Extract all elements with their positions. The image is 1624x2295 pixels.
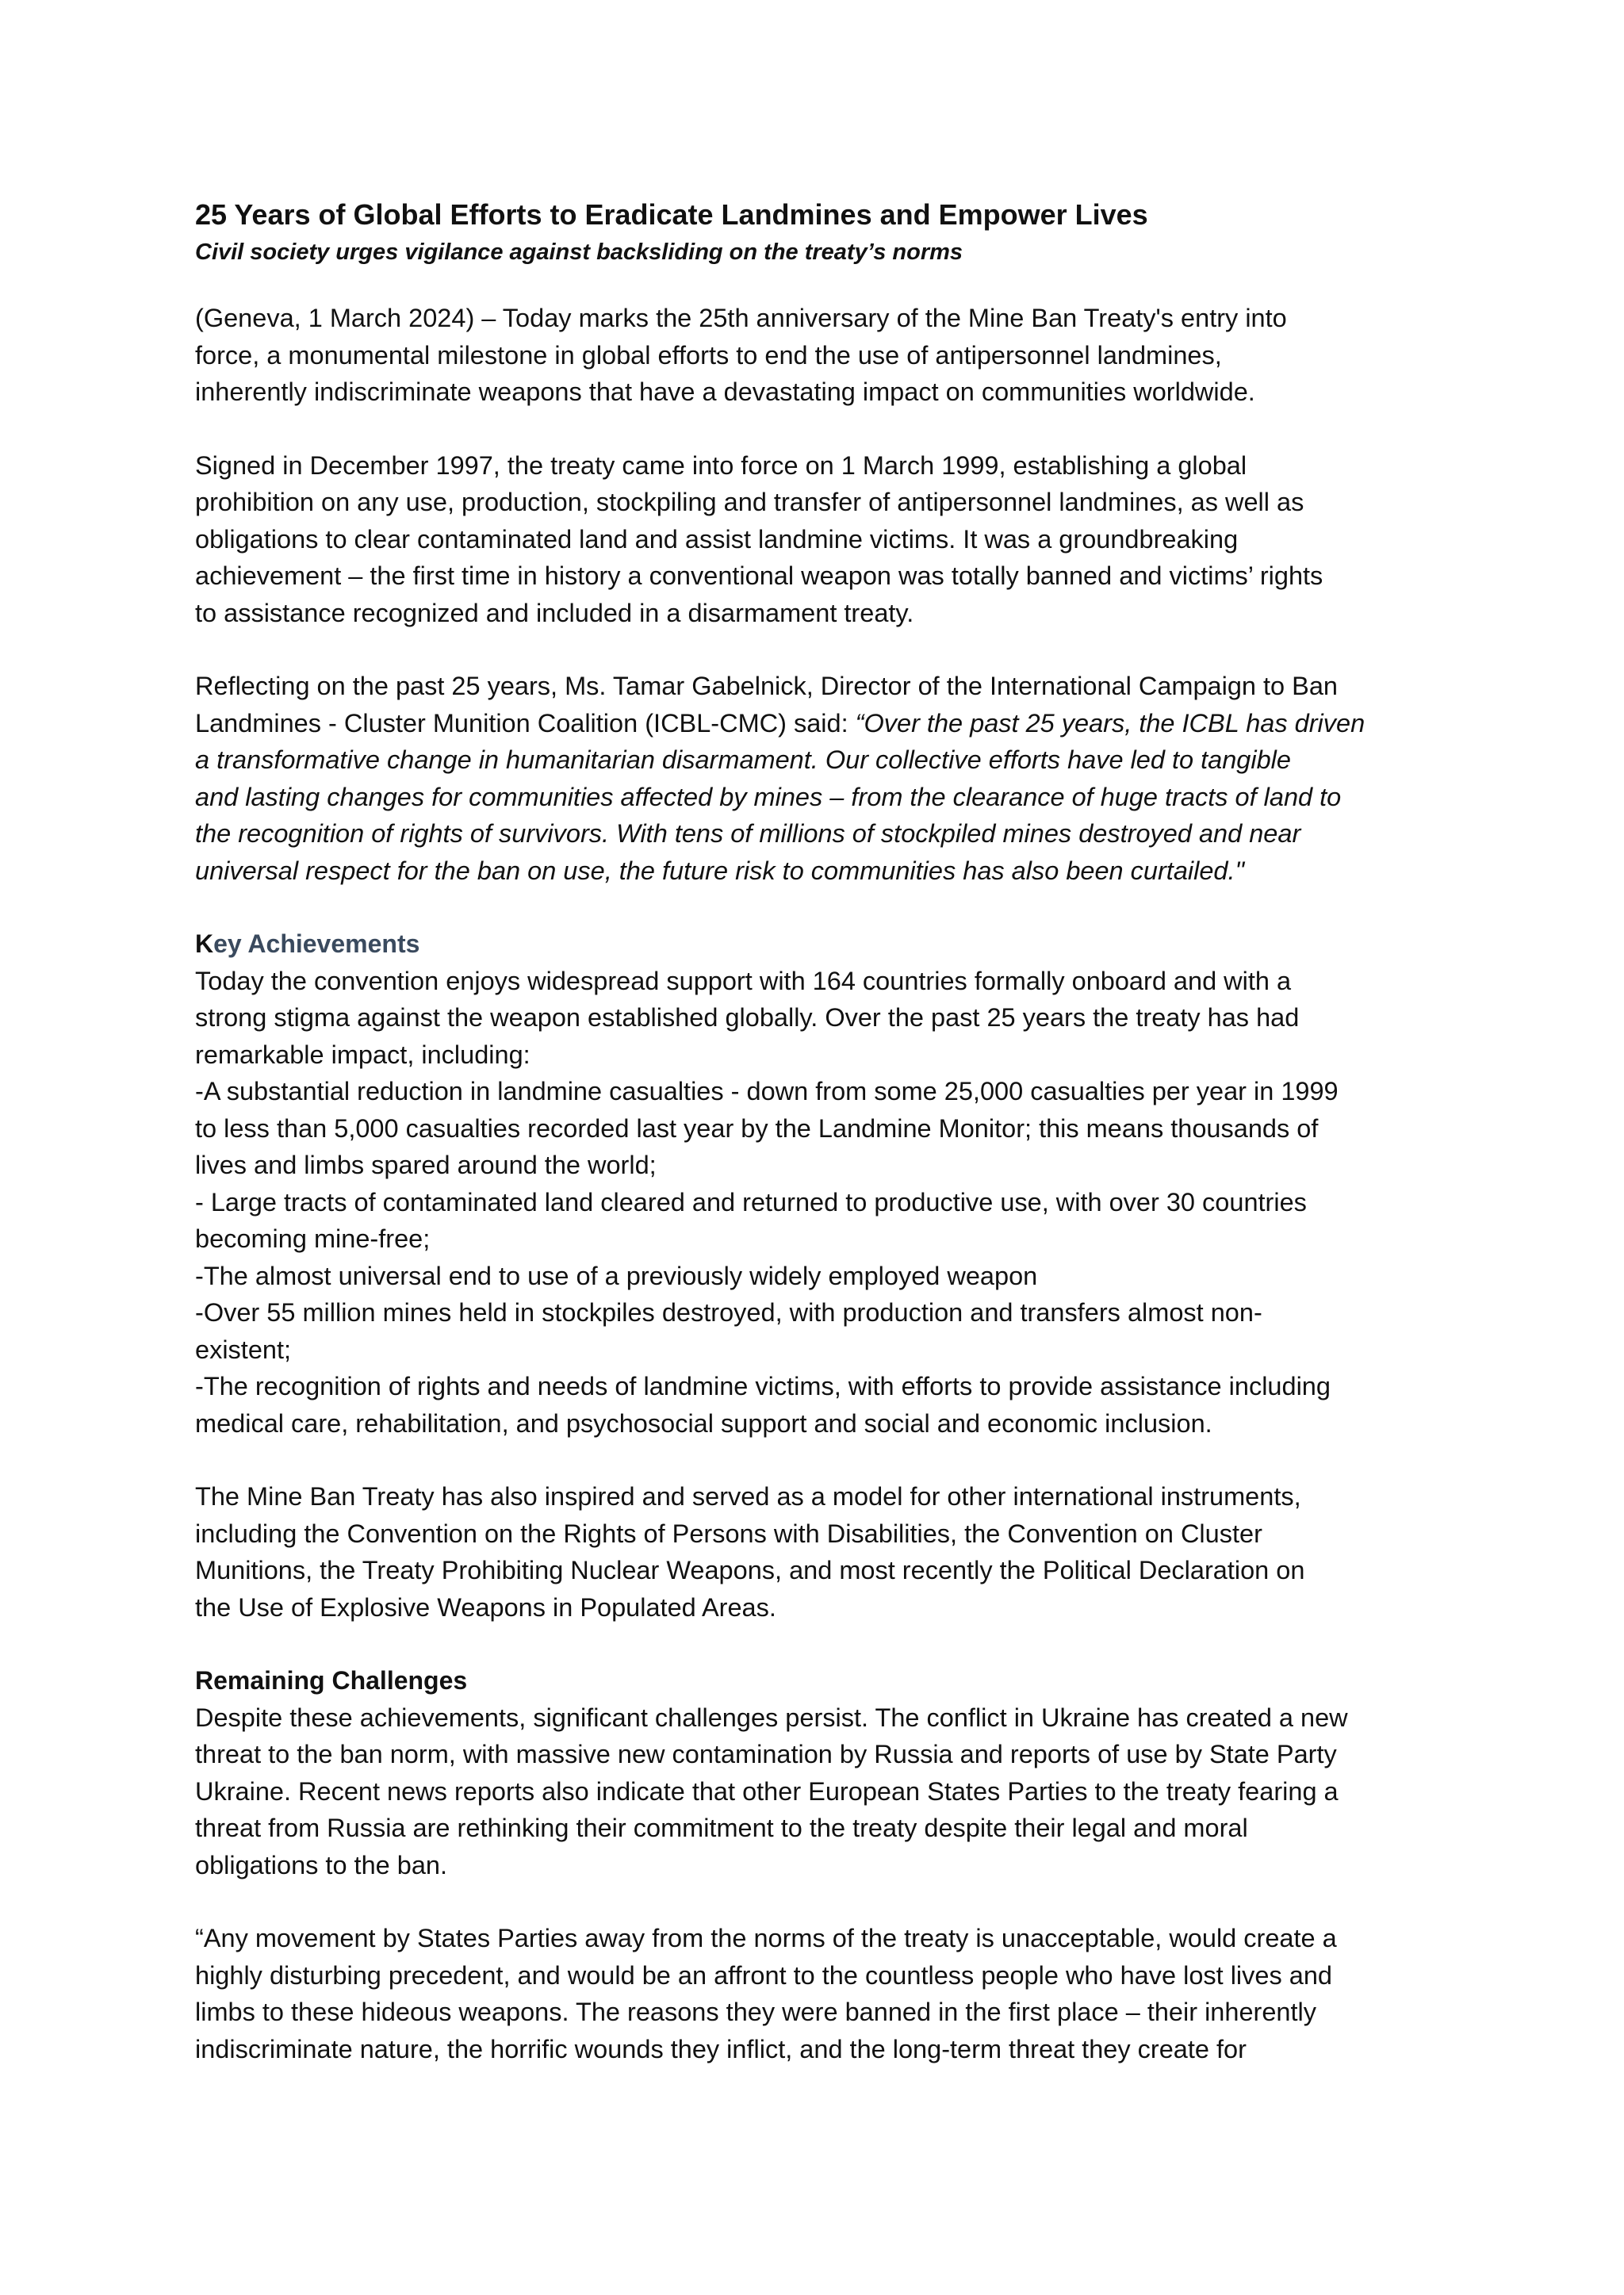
text-line: to assistance recognized and included in a disarmament treaty. [195, 598, 914, 627]
key-achievements-heading [195, 925, 1450, 963]
list-item: -Over 55 million mines held in stockpiles destroyed, with production and transfers almost non- [195, 1298, 1262, 1327]
text-line: Today the convention enjoys widespread support with 164 countries formally onboard and with a [195, 966, 1292, 995]
text-line: Reflecting on the past 25 years, Ms. Tamar Gabelnick, Director of the International Campaign to Ban [195, 672, 1338, 700]
intro-paragraph [195, 300, 1450, 411]
text-line: including the Convention on the Rights of Persons with Disabilities, the Convention on Cluster [195, 1519, 1262, 1548]
quote-line: and lasting changes for communities affected by mines – from the clearance of huge tracts of land to [195, 782, 1342, 811]
heading-initial: K [195, 929, 214, 958]
text-line: obligations to the ban. [195, 1850, 448, 1879]
press-release-page [195, 195, 1450, 2104]
reflection-paragraph [195, 668, 1450, 889]
text-line: prohibition on any use, production, stockpiling and transfer of antipersonnel landmines, as well as [195, 488, 1304, 516]
quote-line: the recognition of rights of survivors. With tens of millions of stockpiled mines destroyed and near [195, 819, 1301, 848]
text-line: limbs to these hideous weapons. The reasons they were banned in the first place – their inherently [195, 1998, 1316, 2026]
list-item: - Large tracts of contaminated land cleared and returned to productive use, with over 30 countries [195, 1187, 1307, 1216]
key-achievements-body [195, 963, 1450, 1443]
list-item: -The recognition of rights and needs of landmine victims, with efforts to provide assistance including [195, 1372, 1331, 1400]
history-paragraph [195, 447, 1450, 632]
text-line: (Geneva, 1 March 2024) – Today marks the 25th anniversary of the Mine Ban Treaty's entry into [195, 304, 1287, 332]
heading-remainder: ey Achievements [213, 929, 420, 958]
quote-text: “Over the past 25 years, the ICBL has driven [855, 708, 1365, 738]
text-line: inherently indiscriminate weapons that have a devastating impact on communities worldwide. [195, 377, 1255, 406]
list-item: -The almost universal end to use of a previously widely employed weapon [195, 1261, 1038, 1290]
text-line: to less than 5,000 casualties recorded last year by the Landmine Monitor; this means thousands of [195, 1113, 1319, 1143]
text-line: strong stigma against the weapon established globally. Over the past 25 years the treaty has had [195, 1003, 1300, 1032]
text-line: Munitions, the Treaty Prohibiting Nuclear Weapons, and most recently the Political Declaration on [195, 1556, 1305, 1584]
remaining-challenges-paragraph [195, 1699, 1450, 1884]
text-line: indiscriminate nature, the horrific wounds they inflict, and the long-term threat they create for [195, 2034, 1247, 2063]
text-line: becoming mine-free; [195, 1224, 431, 1253]
speaker-attribution: Landmines - Cluster Munition Coalition (ICBL-CMC) said: [195, 708, 856, 738]
text-line: force, a monumental milestone in global efforts to end the use of antipersonnel landmines, [195, 340, 1222, 370]
text-line [195, 705, 1450, 742]
page-subtitle: Civil society urges vigilance against backsliding on the treaty’s norms [195, 239, 963, 265]
text-line: remarkable impact, including: [195, 1040, 530, 1069]
text-line: threat from Russia are rethinking their commitment to the treaty despite their legal and moral [195, 1814, 1248, 1842]
quote-line: universal respect for the ban on use, the future risk to communities has also been curtailed." [195, 856, 1245, 885]
inspiration-paragraph [195, 1478, 1450, 1626]
text-line: The Mine Ban Treaty has also inspired and served as a model for other international instruments, [195, 1482, 1301, 1511]
text-line: obligations to clear contaminated land and assist landmine victims. It was a groundbreaking [195, 524, 1239, 554]
quote-line: a transformative change in humanitarian disarmament. Our collective efforts have led to tangible [195, 745, 1291, 774]
text-line: Despite these achievements, significant challenges persist. The conflict in Ukraine has created a new [195, 1703, 1348, 1732]
text-line: the Use of Explosive Weapons in Populated Areas. [195, 1592, 776, 1622]
closing-quote-paragraph [195, 1920, 1450, 2067]
text-line: “Any movement by States Parties away from the norms of the treaty is unacceptable, would create a [195, 1924, 1337, 1952]
text-line: medical care, rehabilitation, and psychosocial support and social and economic inclusion. [195, 1408, 1212, 1438]
text-line: achievement – the first time in history a conventional weapon was totally banned and victims’ rights [195, 561, 1323, 590]
text-line: threat to the ban norm, with massive new contamination by Russia and reports of use by State Party [195, 1740, 1337, 1768]
text-line: existent; [195, 1335, 292, 1364]
text-line: Ukraine. Recent news reports also indicate that other European States Parties to the treaty fearing a [195, 1776, 1339, 1806]
text-line: Signed in December 1997, the treaty came into force on 1 March 1999, establishing a global [195, 450, 1247, 480]
text-line: lives and limbs spared around the world; [195, 1151, 657, 1179]
page-title: 25 Years of Global Efforts to Eradicate Landmines and Empower Lives [195, 198, 1148, 231]
list-item: -A substantial reduction in landmine casualties - down from some 25,000 casualties per year in 1999 [195, 1077, 1339, 1105]
text-line: highly disturbing precedent, and would be an affront to the countless people who have lost lives and [195, 1960, 1332, 1990]
remaining-challenges-heading: Remaining Challenges [195, 1666, 468, 1695]
